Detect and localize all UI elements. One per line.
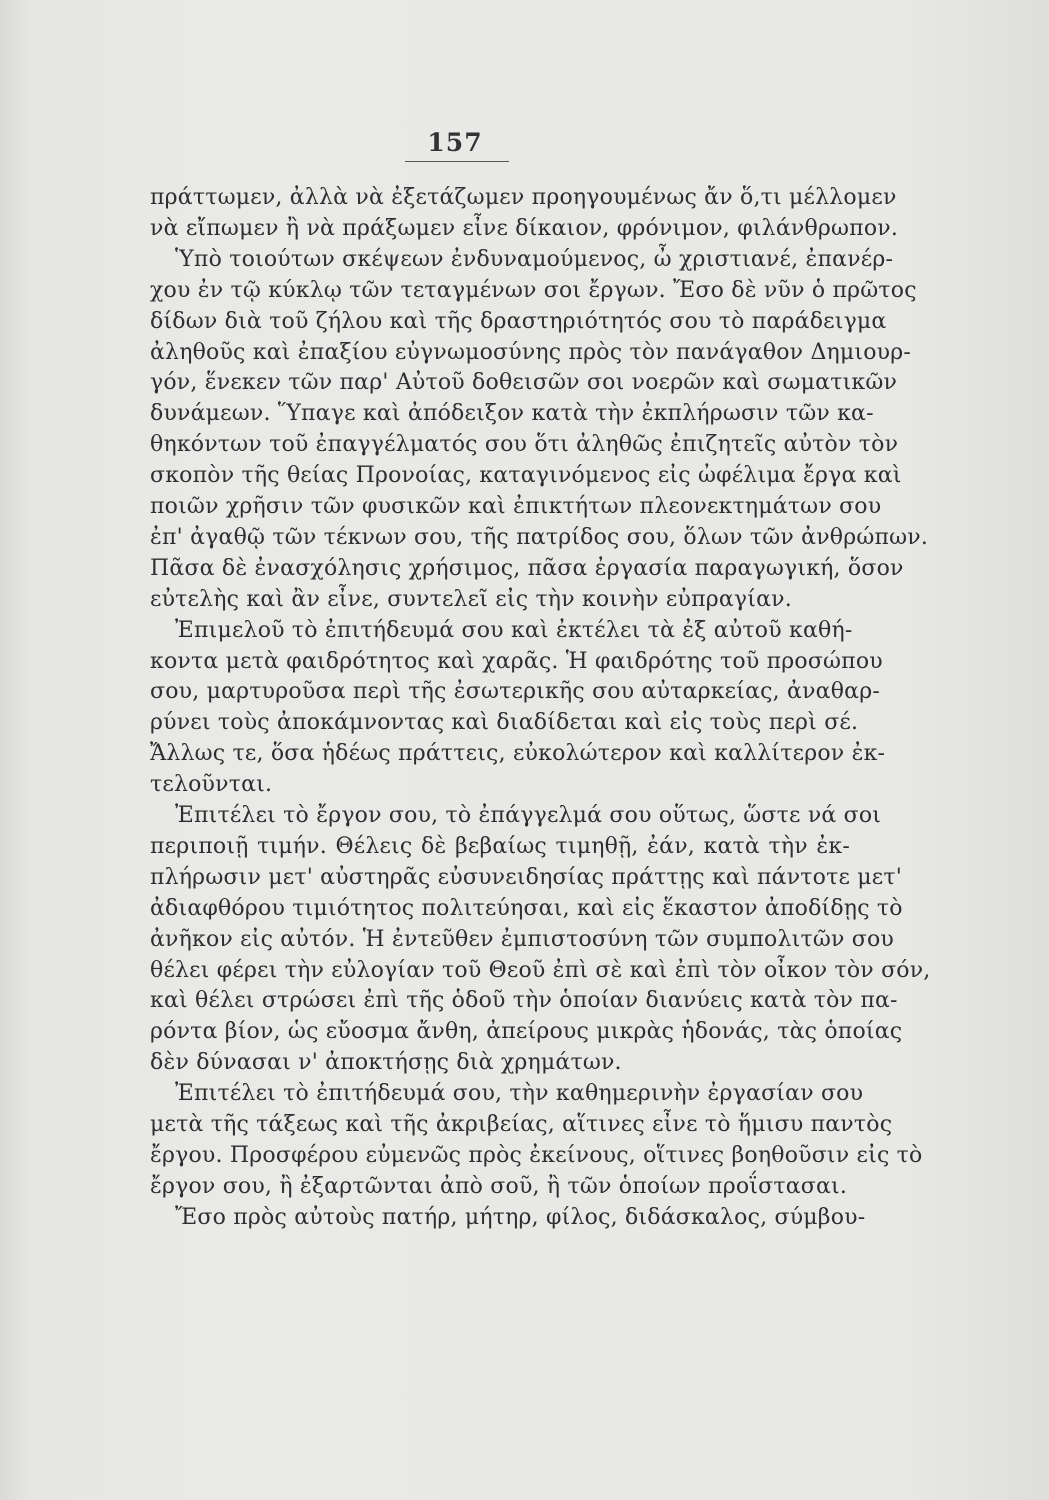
text-line: Ἔσο πρὸς αὐτοὺς πατήρ, μήτηρ, φίλος, διδάσκαλος, σύμβου- xyxy=(175,1204,866,1230)
text-line: ἀνῆκον εἰς αὐτόν. Ἡ ἐντεῦθεν ἐμπιστοσύνη τῶν συμπολιτῶν σου xyxy=(150,926,894,952)
text-line: σου, μαρτυροῦσα περὶ τῆς ἐσωτερικῆς σου αὐταρκείας, ἀναθαρ- xyxy=(150,679,881,705)
text-line: τελοῦνται. xyxy=(150,772,273,798)
text-line: πράττωμεν, ἀλλὰ νὰ ἐξετάζωμεν προηγουμένως ἄν ὅ,τι μέλλομεν xyxy=(150,185,897,210)
text-line: ἔργου. Προσφέρου εὐμενῶς πρὸς ἐκείνους, οἵτινες βοηθοῦσιν εἰς τὸ xyxy=(150,1142,923,1168)
text-line: εὐτελὴς καὶ ἂν εἶνε, συντελεῖ εἰς τὴν κοινὴν εὐπραγίαν. xyxy=(150,586,792,612)
text-line: ἐπ' ἀγαθῷ τῶν τέκνων σου, τῆς πατρίδος σου, ὅλων τῶν ἀνθρώπων. xyxy=(150,524,929,550)
text-line: Ἐπιτέλει τὸ ἐπιτήδευμά σου, τὴν καθημερινὴν ἐργασίαν σου xyxy=(175,1081,864,1107)
text-line: δὲν δύνασαι ν' ἀποκτήσῃς διὰ χρημάτων. xyxy=(150,1050,622,1076)
text-line: δίδων διὰ τοῦ ζήλου καὶ τῆς δραστηριότητός σου τὸ παράδειγμα xyxy=(150,308,887,334)
text-line: ἀληθοῦς καὶ ἐπαξίου εὐγνωμοσύνης πρὸς τὸν πανάγαθον Δημιουρ- xyxy=(150,339,912,365)
page-number: 157 xyxy=(427,128,483,157)
text-line: χου ἐν τῷ κύκλῳ τῶν τεταγμένων σοι ἔργων. Ἔσο δὲ νῦν ὁ πρῶτος xyxy=(150,277,917,303)
text-line: πλήρωσιν μετ' αὐστηρᾶς εὐσυνειδησίας πράττῃς καὶ πάντοτε μετ' xyxy=(150,864,902,890)
text-line: ρόντα βίον, ὡς εὔοσμα ἄνθη, ἀπείρους μικρὰς ἡδονάς, τὰς ὁποίας xyxy=(150,1019,903,1045)
text-line: γόν, ἕνεκεν τῶν παρ' Αὐτοῦ δοθεισῶν σοι νοερῶν καὶ σωματικῶν xyxy=(150,370,898,396)
text-line: δυνάμεων. Ὕπαγε καὶ ἀπόδειξον κατὰ τὴν ἐκπλήρωσιν τῶν κα- xyxy=(150,401,874,427)
text-line: θέλει φέρει τὴν εὐλογίαν τοῦ Θεοῦ ἐπὶ σὲ καὶ ἐπὶ τὸν οἶκον τὸν σόν, xyxy=(150,957,931,983)
text-line: ἔργον σου, ἢ ἐξαρτῶνται ἀπὸ σοῦ, ἢ τῶν ὁποίων προΐστασαι. xyxy=(150,1173,848,1199)
text-line: ρύνει τοὺς ἀποκάμνοντας καὶ διαδίδεται καὶ εἰς τοὺς περὶ σέ. xyxy=(150,710,859,736)
text-line: ποιῶν χρῆσιν τῶν φυσικῶν καὶ ἐπικτήτων πλεονεκτημάτων σου xyxy=(150,494,882,519)
text-line: θηκόντων τοῦ ἐπαγγέλματός σου ὅτι ἀληθῶς ἐπιζητεῖς αὐτὸν τὸν xyxy=(150,432,899,458)
text-line: καὶ θέλει στρώσει ἐπὶ τῆς ὁδοῦ τὴν ὁποίαν διανύεις κατὰ τὸν πα- xyxy=(150,988,898,1014)
page-number-underline xyxy=(405,161,509,162)
text-line: Ἐπιμελοῦ τὸ ἐπιτήδευμά σου καὶ ἐκτέλει τὰ ἐξ αὐτοῦ καθή- xyxy=(175,617,853,643)
text-line: νὰ εἴπωμεν ἢ νὰ πράξωμεν εἶνε δίκαιον, φρόνιμον, φιλάνθρωπον. xyxy=(150,215,899,241)
text-line: Ἐπιτέλει τὸ ἔργον σου, τὸ ἐπάγγελμά σου οὕτως, ὥστε νά σοι xyxy=(175,803,882,828)
text-line: περιποιῇ τιμήν. Θέλεις δὲ βεβαίως τιμηθῇ, ἐάν, κατὰ τὴν ἐκ- xyxy=(150,833,850,859)
text-line: Ὑπὸ τοιούτων σκέψεων ἐνδυναμούμενος, ὦ χριστιανέ, ἐπανέρ- xyxy=(175,246,894,272)
text-line: Ἄλλως τε, ὅσα ἡδέως πράττεις, εὐκολώτερον καὶ καλλίτερον ἐκ- xyxy=(150,741,886,767)
text-line: μετὰ τῆς τάξεως καὶ τῆς ἀκριβείας, αἵτινες εἶνε τὸ ἥμισυ παντὸς xyxy=(150,1112,893,1137)
text-line: Πᾶσα δὲ ἐνασχόλησις χρήσιμος, πᾶσα ἐργασία παραγωγική, ὅσον xyxy=(150,555,904,581)
text-line: κοντα μετὰ φαιδρότητος καὶ χαρᾶς. Ἡ φαιδρότης τοῦ προσώπου xyxy=(150,648,883,674)
text-line: σκοπὸν τῆς θείας Προνοίας, καταγινόμενος εἰς ὠφέλιμα ἔργα καὶ xyxy=(150,463,902,489)
text-line: ἀδιαφθόρου τιμιότητος πολιτεύησαι, καὶ εἰς ἕκαστον ἀποδίδῃς τὸ xyxy=(150,895,903,921)
